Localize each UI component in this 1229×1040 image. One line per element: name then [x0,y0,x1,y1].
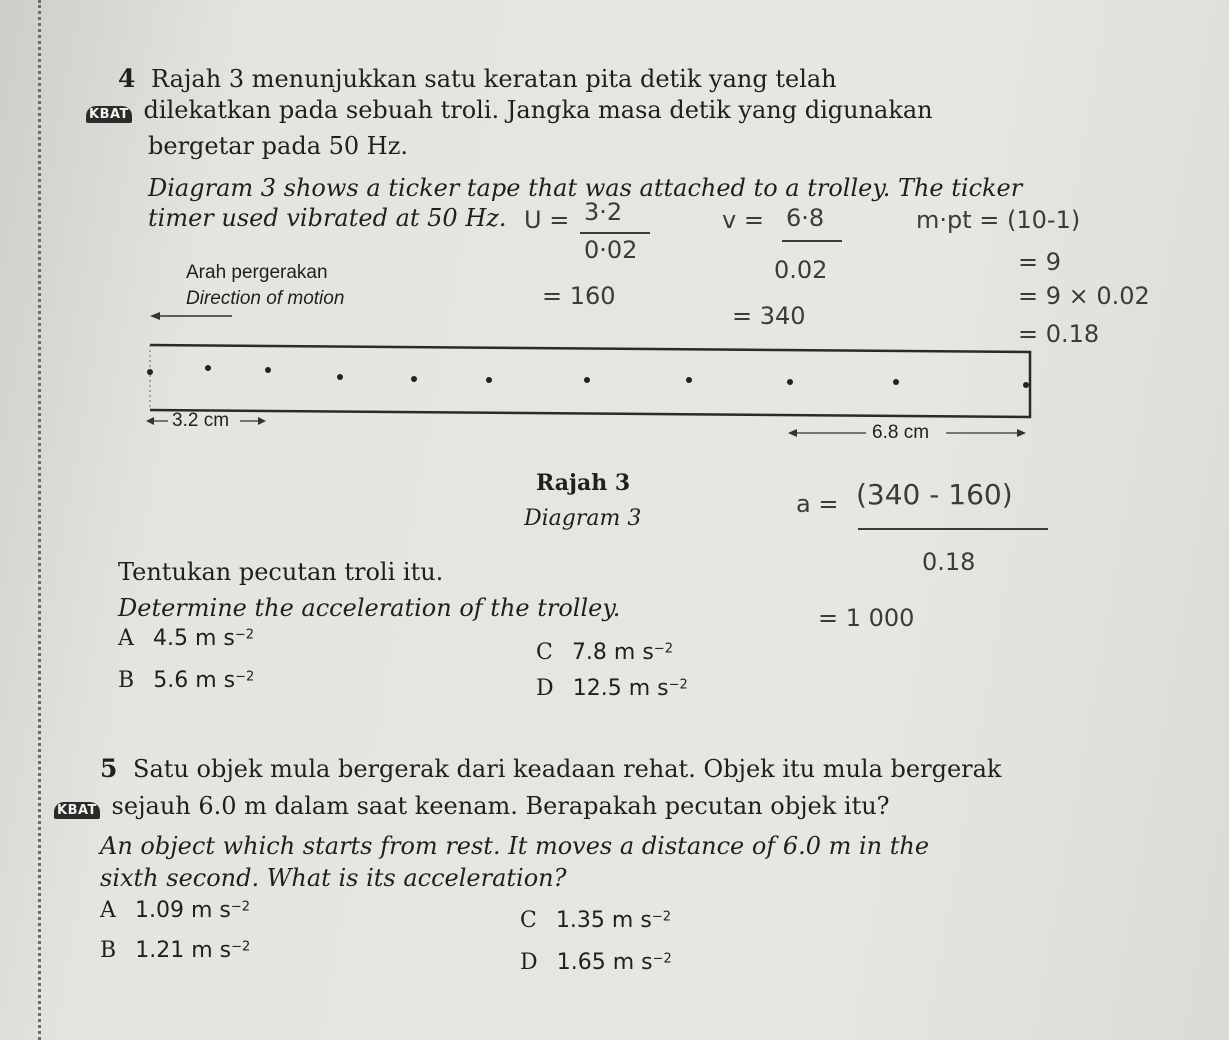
hw-time-line-3: = 9 × 0.02 [1018,282,1150,310]
hw-v2-result: = 340 [732,302,806,330]
q5-option-b[interactable]: B 1.21 m $s^{-2}$ [100,938,251,963]
hw-v1-result: = 160 [542,282,616,310]
q4-english-line-1: Diagram 3 shows a ticker tape that was attached to a trolley. The ticker [148,174,1023,202]
q4-malay-line-2: dilekatkan pada sebuah troli. Jangka masa detik yang digunakan [143,96,933,124]
tape-dot [486,377,492,383]
tape-dot [337,374,343,380]
q4-option-d[interactable]: D 12.5 m $s^{-2}$ [536,676,688,701]
tape-dot [205,365,211,371]
figure-caption-malay: Rajah 3 [536,470,631,496]
q4-option-b[interactable]: B 5.6 m $s^{-2}$ [118,668,255,693]
right-length-label: 6.8 cm [872,422,930,443]
hw-accel-result: = 1 000 [818,604,915,632]
q5-malay-line-2: sejauh 6.0 m dalam saat keenam. Berapakah pecutan objek itu? [111,792,890,820]
q5-line-2 [54,794,890,819]
tape-dot [411,376,417,382]
tape-dot [787,379,793,385]
q4-number: 4 [118,64,136,93]
q4-option-a[interactable]: A 4.5 m $s^{-2}$ [118,626,255,651]
hw-time-line-2: = 9 [1018,248,1062,276]
hw-v1-label: U = [524,206,570,234]
q5-line-1 [100,756,1001,781]
q4-kbat-badge: KBAT [86,106,132,123]
q4-english-line-2: timer used vibrated at 50 Hz. [148,204,507,232]
hw-v1-fraction-bar [580,232,650,234]
direction-arrow-icon [150,312,232,320]
tape-dot [147,369,153,375]
q4-malay-line-3: bergetar pada 50 Hz. [148,132,409,160]
tape-dot [265,367,271,373]
q4-ask-malay: Tentukan pecutan troli itu. [118,558,444,586]
hw-accel-fraction-bar [858,528,1048,530]
left-length-label: 3.2 cm [172,410,230,431]
hw-v1-denominator: 0·02 [584,236,638,264]
figure-caption-english: Diagram 3 [524,506,642,531]
hw-time-line-4: = 0.18 [1018,320,1100,348]
ticker-dots [147,365,1029,388]
q4-line-1 [118,66,837,91]
hw-accel-denominator: 0.18 [922,548,976,576]
q5-kbat-badge: KBAT [54,802,100,819]
q4-malay-line-1: Rajah 3 menunjukkan satu keratan pita detik yang telah [151,65,837,93]
tape-dot [1023,382,1029,388]
hw-accel-label: a = [796,490,839,518]
q5-english-line-2: sixth second. What is its acceleration? [100,864,567,892]
direction-label-malay: Arah pergerakan [186,262,328,283]
margin-dotted-line [38,0,41,1040]
hw-time-line-1: m·pt = (10-1) [916,206,1081,234]
q4-option-c[interactable]: C 7.8 m $s^{-2}$ [536,640,673,665]
q5-option-d[interactable]: D 1.65 m $s^{-2}$ [520,950,672,975]
hw-v2-denominator: 0.02 [774,256,828,284]
q4-ask-english: Determine the acceleration of the trolley. [118,594,621,622]
tape-dot [686,377,692,383]
q5-option-a[interactable]: A 1.09 m $s^{-2}$ [100,898,251,923]
q4-line-2 [86,98,933,123]
hw-v1-numerator: 3·2 [584,198,623,226]
hw-accel-numerator: (340 - 160) [856,478,1013,511]
q5-malay-line-1: Satu objek mula bergerak dari keadaan rehat. Objek itu mula bergerak [133,755,1002,783]
hw-v2-fraction-bar [782,240,842,242]
hw-v2-label: v = [722,206,764,234]
tape-dot [584,377,590,383]
q5-number: 5 [100,754,118,783]
q5-english-line-1: An object which starts from rest. It moves a distance of 6.0 m in the [100,832,930,860]
q5-option-c[interactable]: C 1.35 m $s^{-2}$ [520,908,671,933]
direction-label-english: Direction of motion [186,288,345,309]
hw-v2-numerator: 6·8 [786,204,825,232]
tape-dot [893,379,899,385]
